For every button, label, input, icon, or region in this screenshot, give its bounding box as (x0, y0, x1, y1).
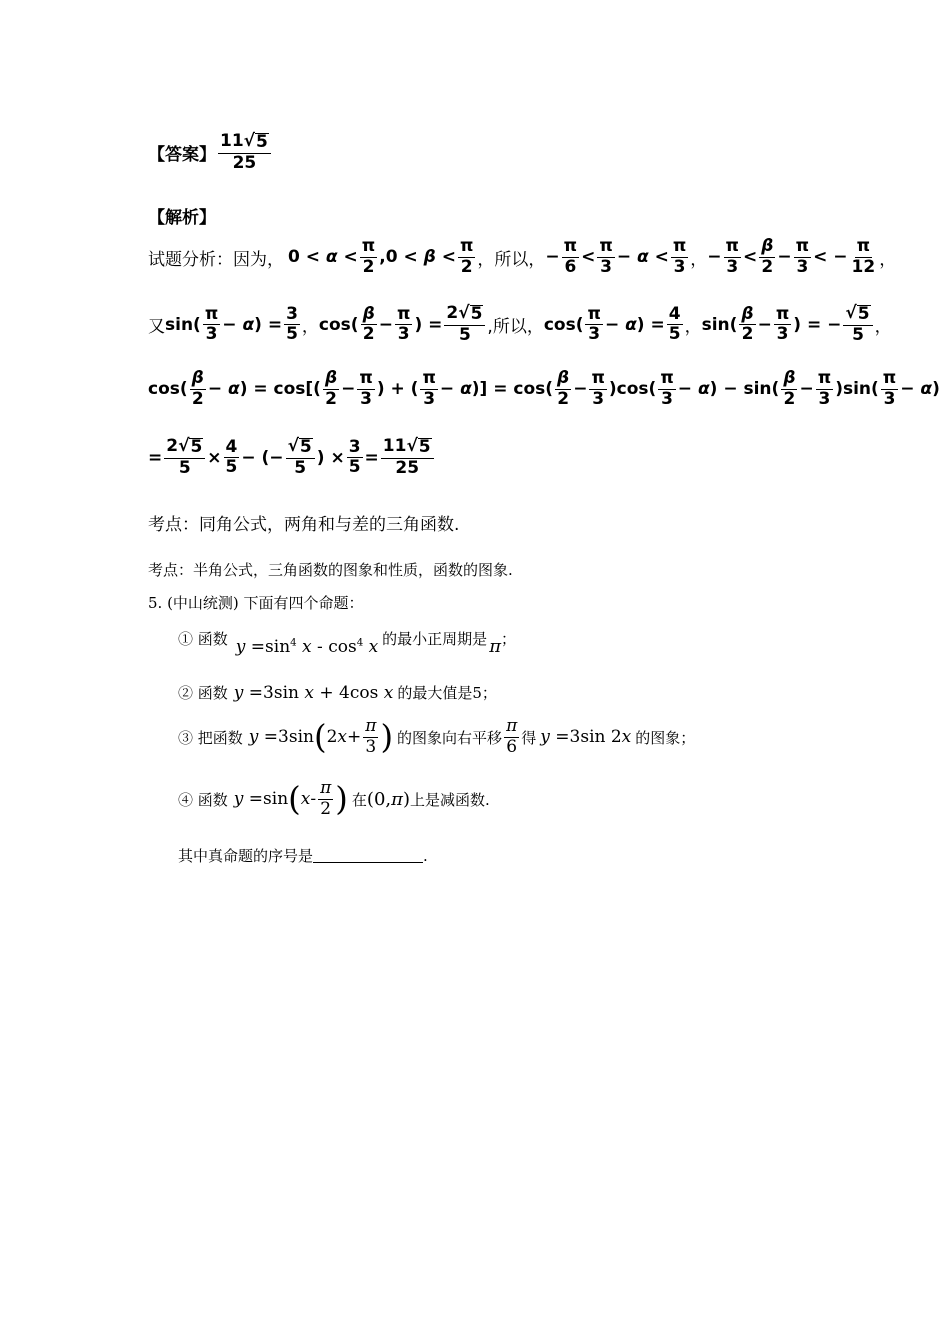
question-ask: 其中真命题的序号是 . (178, 846, 428, 865)
analysis-line-1: 试题分析：因为， 0 < α < $\frac{\pi}{2}$ ,0 < β < $\frac{\pi}{2}$ ，所以， − $\frac{\pi}{6}$ < $\frac{\pi}{3}$ − α < $\frac{\pi}{3}$ ， − $\frac{\pi}{3}$ < $\frac{\beta}{2}$ − $\frac{\pi}{3}$ < − $\frac{\pi}{12}$ ， (148, 236, 897, 277)
answer-label: 【答案】 (148, 145, 216, 166)
analysis-line-3: cos( $\frac{\beta}{2}$ − α) = cos[( $\frac{\beta}{2}$ − $\frac{\pi}{3}$ ) + ( $\frac{\pi}{3}$ − α)] = cos( $\frac{\beta}{2}$ − $\frac{\pi}{3}$ )cos( $\frac{\pi}{3}$ − α) − sin( $\frac{\beta}{2}$ − $\frac{\pi}{3}$ )sin( $\frac{\pi}{3}$ − α) (148, 368, 940, 409)
analysis-line-2: 又 sin( $\frac{\pi}{3}$ − α) = $\frac{3}{5}$ ， cos( $\frac{\beta}{2}$ − $\frac{\pi}{3}$ ) = 2 √ 5 5 ,所以， cos( $\frac{\pi}{3}$ − α) = $\frac{4}{5}$ ， sin( $\frac{\beta}{2}$ − $\frac{\pi}{3}$ ) = − √ 5 5 ， (148, 303, 892, 345)
proposition-3: ③ 把函数 y =3sin ( 2 x + $\frac{\pi}{3}$ ) 的图象向右平移 $\frac{\pi}{6}$ 得 y =3sin 2x 的图象； (178, 716, 696, 757)
analysis-label: 【解析】 (148, 208, 216, 228)
proposition-4: ④ 函数 y =sin ( x - $\frac{\pi}{2}$ ) 在 (0,π) 上是减函数. (178, 778, 490, 819)
answer-blank[interactable] (313, 848, 423, 863)
kaodian-1: 考点：同角公式，两角和与差的三角函数. (148, 515, 460, 535)
proposition-2: ② 函数 y =3sin x + 4cos x 的最大值是 5 ； (178, 682, 497, 703)
proposition-1: ① 函数 $y =\sin^4$ x - $\cos^4 x$ 的最小正周期是 π ； (178, 630, 517, 657)
question-5-title: 5. (中山统测) 下面有四个命题： (148, 594, 364, 612)
answer-fraction: 11 √ 5 25 (218, 133, 271, 173)
answer-line (148, 133, 273, 173)
kaodian-2: 考点：半角公式，三角函数的图象和性质，函数的图象. (148, 561, 513, 579)
analysis-line-4: = 2 √ 5 5 × $\frac{4}{5}$ − (− √ 5 5 ) × $\frac{3}{5}$ = 11 √ 5 25 (148, 438, 436, 478)
